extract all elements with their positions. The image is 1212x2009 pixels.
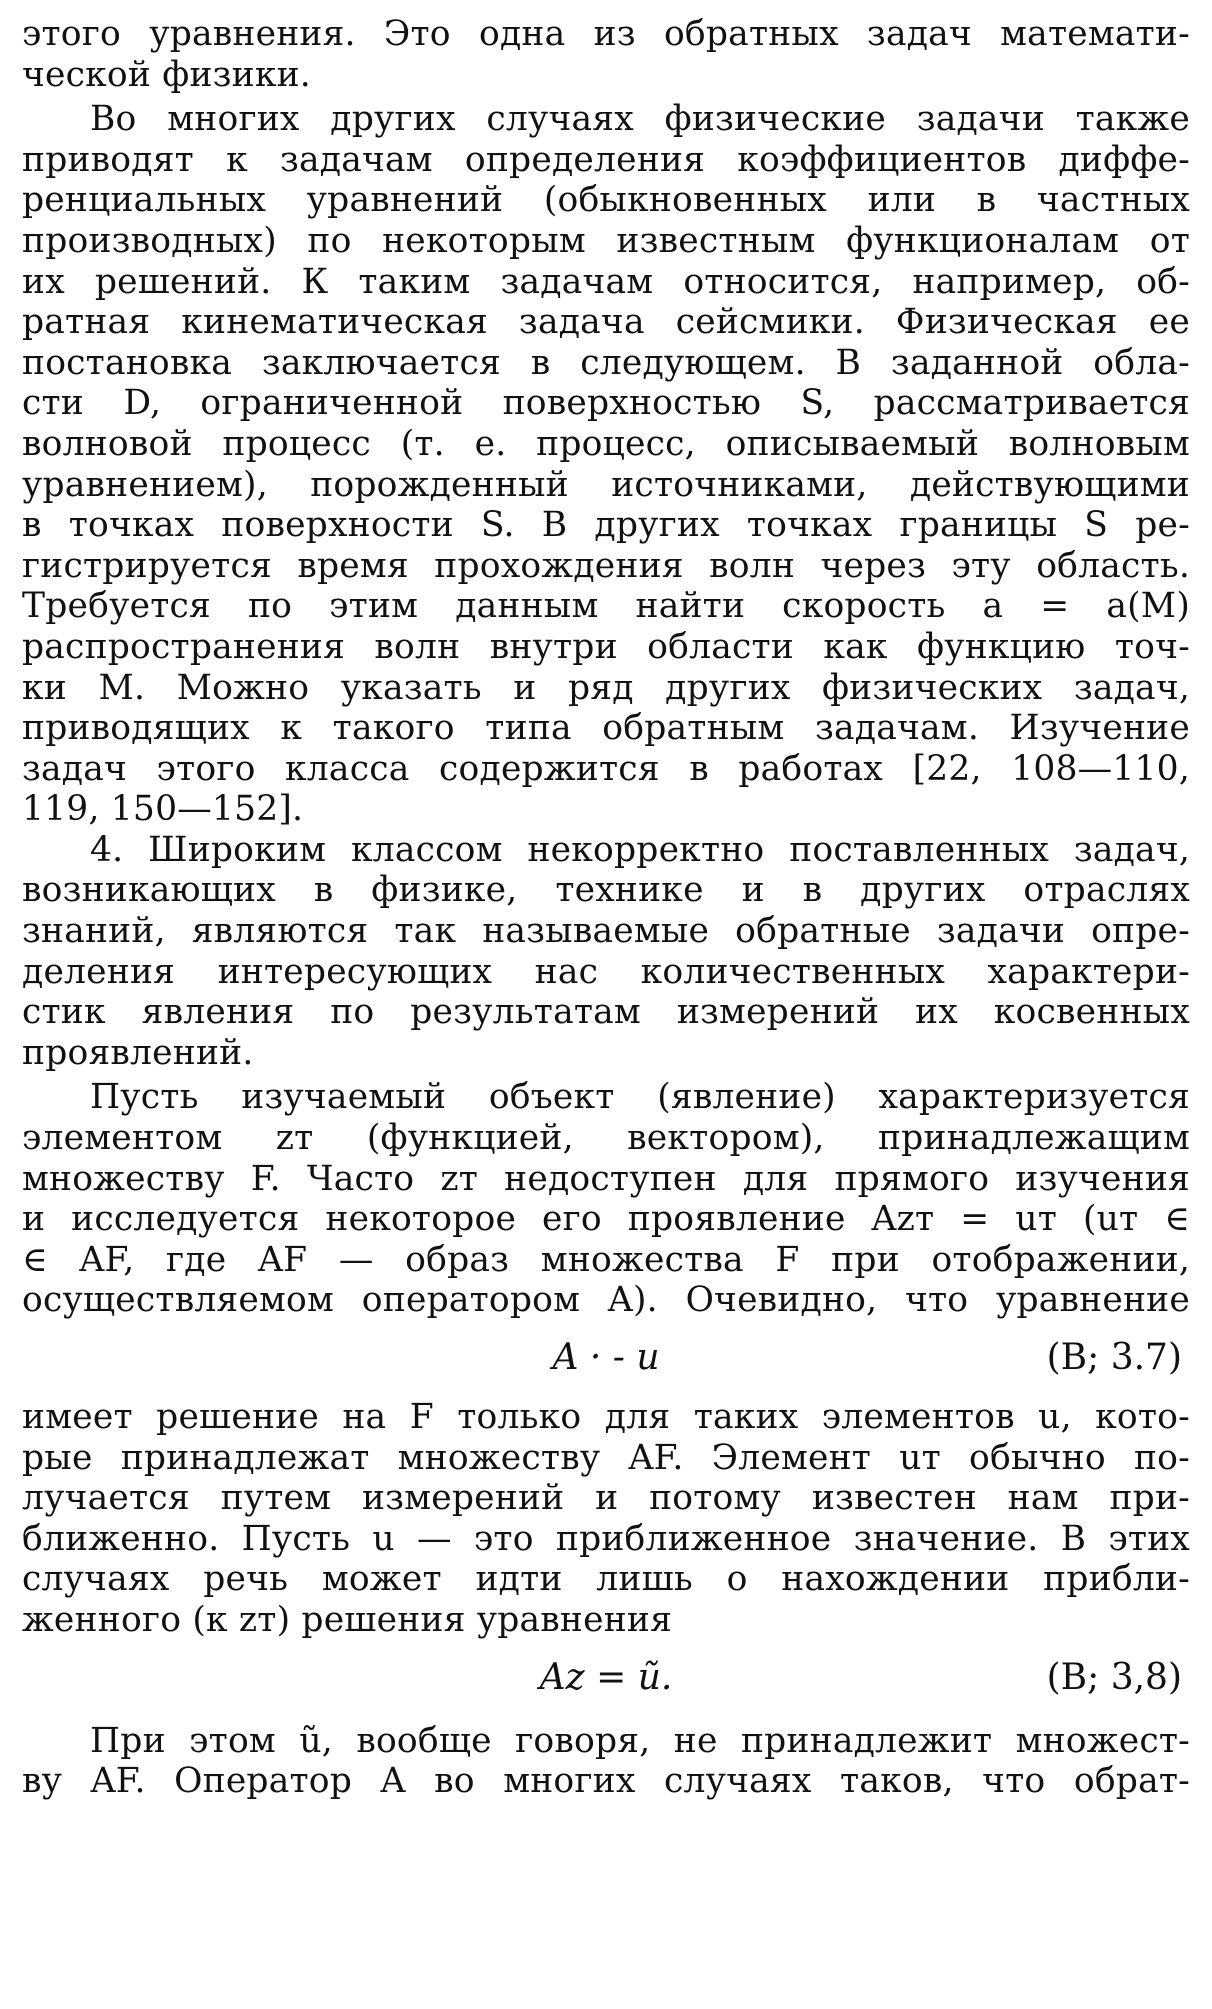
equation-expression: A · - u — [552, 1337, 660, 1378]
text-line: деления интересующих нас количественных характери- — [22, 951, 1190, 992]
text-line: женного (к zт) решения уравнения — [22, 1599, 673, 1640]
text-line: элементом zт (функцией, вектором), принадлежащим — [22, 1118, 1190, 1159]
equation-number: (В; 3,8) — [1046, 1656, 1182, 1698]
text-line: рые принадлежат множеству AF. Элемент uт обычно по- — [22, 1437, 1190, 1478]
text-line: задач этого класса содержится в работах [22, 108—110, — [22, 748, 1190, 789]
text-line: проявлений. — [22, 1032, 254, 1073]
paragraph-object-definition — [22, 1077, 1190, 1321]
paragraph-solution-existence — [22, 1397, 1190, 1641]
paragraph-continuation — [22, 14, 1190, 95]
text-line: ратная кинематическая задача сейсмики. Физическая ее — [22, 302, 1190, 343]
text-line: распространения волн внутри области как функцию точ- — [22, 626, 1190, 667]
equation-expression: Az = ũ. — [539, 1656, 673, 1698]
text-line: их решений. К таким задачам относится, например, об- — [22, 261, 1190, 302]
equation-3-8 — [22, 1641, 1190, 1717]
text-line: уравнением), порожденный источниками, действующими — [22, 464, 1190, 505]
text-line: ву AF. Оператор A во многих случаях таков, что обрат- — [22, 1761, 1190, 1802]
text-line: и исследуется некоторое его проявление Azт = uт (uт ∈ — [22, 1199, 1190, 1240]
text-line: возникающих в физике, технике и в других отраслях — [22, 870, 1190, 911]
text-line: знаний, являются так называемые обратные задачи опре- — [22, 911, 1190, 952]
text-line: ческой физики. — [22, 54, 311, 95]
text-line: 119, 150—152]. — [22, 789, 304, 830]
text-line: ренциальных уравнений (обыкновенных или в частных — [22, 180, 1190, 221]
text-line: лучается путем измерений и потому известен нам при- — [22, 1478, 1190, 1519]
book-page — [22, 14, 1190, 1802]
text-line: Во многих других случаях физические задачи также — [90, 99, 1190, 140]
equation-3-7 — [22, 1321, 1190, 1397]
text-line: приводящих к такого типа обратным задачам. Изучение — [22, 708, 1190, 749]
text-line: При этом ũ, вообще говоря, не принадлежит множест- — [90, 1720, 1190, 1761]
text-line: производных) по некоторым известным функционалам от — [22, 220, 1190, 261]
text-line: 4. Широким классом некорректно поставленных задач, — [90, 829, 1190, 870]
text-line: ∈ AF, где AF — образ множества F при отображении, — [22, 1239, 1190, 1280]
text-line: случаях речь может идти лишь о нахождении прибли- — [22, 1559, 1190, 1600]
paragraph-inverse-problems — [22, 99, 1190, 830]
text-line: волновой процесс (т. е. процесс, описываемый волновым — [22, 423, 1190, 464]
text-line: этого уравнения. Это одна из обратных задач математи- — [22, 14, 1190, 54]
text-line: Пусть изучаемый объект (явление) характеризуется — [90, 1077, 1190, 1118]
text-line: в точках поверхности S. В других точках границы S ре- — [22, 505, 1190, 546]
text-line: гистрируется время прохождения волн через эту область. — [22, 545, 1190, 586]
text-line: приводят к задачам определения коэффициентов диффе- — [22, 139, 1190, 180]
equation-number: (В; 3.7) — [1046, 1337, 1182, 1378]
text-line: ближенно. Пусть u — это приближенное значение. В этих — [22, 1518, 1190, 1559]
text-line: имеет решение на F только для таких элементов u, кото- — [22, 1397, 1190, 1437]
paragraph-section-4 — [22, 830, 1190, 1074]
text-line: стик явления по результатам измерений их косвенных — [22, 992, 1190, 1033]
text-line: осуществляемом оператором A). Очевидно, что уравнение — [22, 1280, 1190, 1321]
text-line: Требуется по этим данным найти скорость a = a(M) — [22, 586, 1190, 627]
paragraph-operator — [22, 1721, 1190, 1802]
text-line: ки M. Можно указать и ряд других физических задач, — [22, 667, 1190, 708]
text-line: сти D, ограниченной поверхностью S, рассматривается — [22, 383, 1190, 424]
text-line: постановка заключается в следующем. В заданной обла- — [22, 342, 1190, 383]
text-line: множеству F. Часто zт недоступен для прямого изучения — [22, 1158, 1190, 1199]
